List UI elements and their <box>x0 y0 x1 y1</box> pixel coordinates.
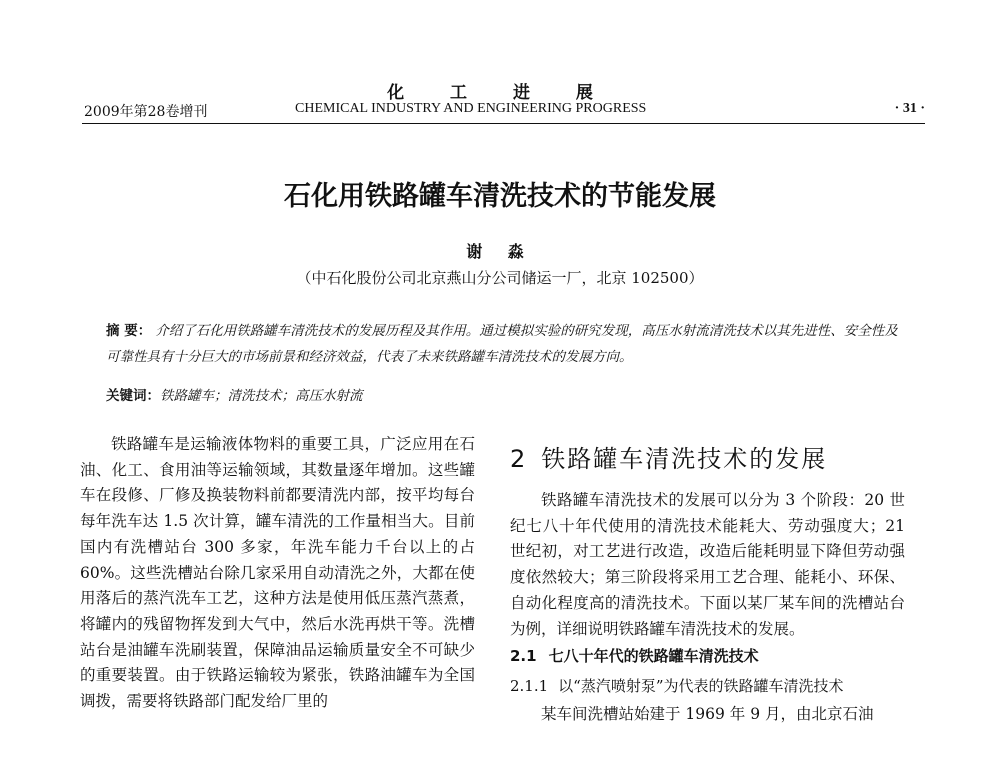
continuation-paragraph: 某车间洗槽站始建于 1969 年 9 月，由北京石油 <box>541 704 874 723</box>
abstract <box>106 318 906 370</box>
page-number: · 31 · <box>894 101 925 116</box>
issue-info: 2009年第28卷增刊 <box>84 104 208 120</box>
journal-title-cn: 化 工 进 展 <box>387 83 613 103</box>
intro-paragraph: 铁路罐车是运输液体物料的重要工具，广泛应用在石油、化工、食用油等运输领域，其数量逐年增加。这些罐车在段修、厂修及换装物料前都要清洗内部，按平均每台每年洗车达 1.5 次计算，罐车清洗的工作量相当大。目前国内有洗槽站台 300 多家，年洗车能力千台以上的占 60%。这些洗槽站台除几家采用自动清洗之外，大都在使用落后的蒸汽洗车工艺，这种方法是使用低压蒸汽蒸煮，将罐内的残留物挥发到大气中，然后水洗再烘干等。洗槽站台是油罐车洗刷装置，保障油品运输质量安全不可缺少的重要装置。由于铁路运输较为紧张，铁路油罐车为全国调拨，需要将铁路部门配发给厂里的 <box>80 435 475 711</box>
subsubsection-heading <box>510 674 905 700</box>
left-column <box>80 432 475 715</box>
section-number: 2 <box>510 445 528 473</box>
section-paragraph: 铁路罐车清洗技术的发展可以分为 3 个阶段：20 世纪七八十年代使用的清洗技术能耗大、劳动强度大；21 世纪初，对工艺进行改造，改造后能耗明显下降但劳动强度依然较大；第三阶段将采用工艺合理、能耗小、环保、自动化程度高的清洗技术。下面以某厂某车间的洗槽站台为例，详细说明铁路罐车清洗技术的发展。 <box>510 491 905 638</box>
subsubsection-number: 2.1.1 <box>510 676 549 695</box>
header-divider <box>82 123 925 124</box>
subsubsection-title: 以“蒸汽喷射泵”为代表的铁路罐车清洗技术 <box>558 676 844 695</box>
author-name: 谢 淼 <box>466 242 534 261</box>
right-column <box>510 432 905 727</box>
subsection-number: 2.1 <box>510 647 537 666</box>
subsection-heading <box>510 644 905 670</box>
author-affiliation: （中石化股份公司北京燕山分公司储运一厂，北京 102500） <box>296 269 704 287</box>
keywords <box>106 384 906 404</box>
keywords-text: 铁路罐车；清洗技术；高压水射流 <box>160 388 363 404</box>
section-heading <box>510 444 905 474</box>
paper-title: 石化用铁路罐车清洗技术的节能发展 <box>284 181 716 212</box>
section-title: 铁路罐车清洗技术的发展 <box>541 445 828 473</box>
abstract-label: 摘 要： <box>106 323 152 339</box>
journal-title-en: CHEMICAL INDUSTRY AND ENGINEERING PROGRESS <box>295 101 647 116</box>
subsection-title: 七八十年代的铁路罐车清洗技术 <box>548 647 759 666</box>
keywords-label: 关键词： <box>106 388 160 404</box>
abstract-text: 介绍了石化用铁路罐车清洗技术的发展历程及其作用。通过模拟实验的研究发现，高压水射流清洗技术以其先进性、安全性及可靠性具有十分巨大的市场前景和经济效益，代表了未来铁路罐车清洗技术的发展方向。 <box>106 323 898 365</box>
